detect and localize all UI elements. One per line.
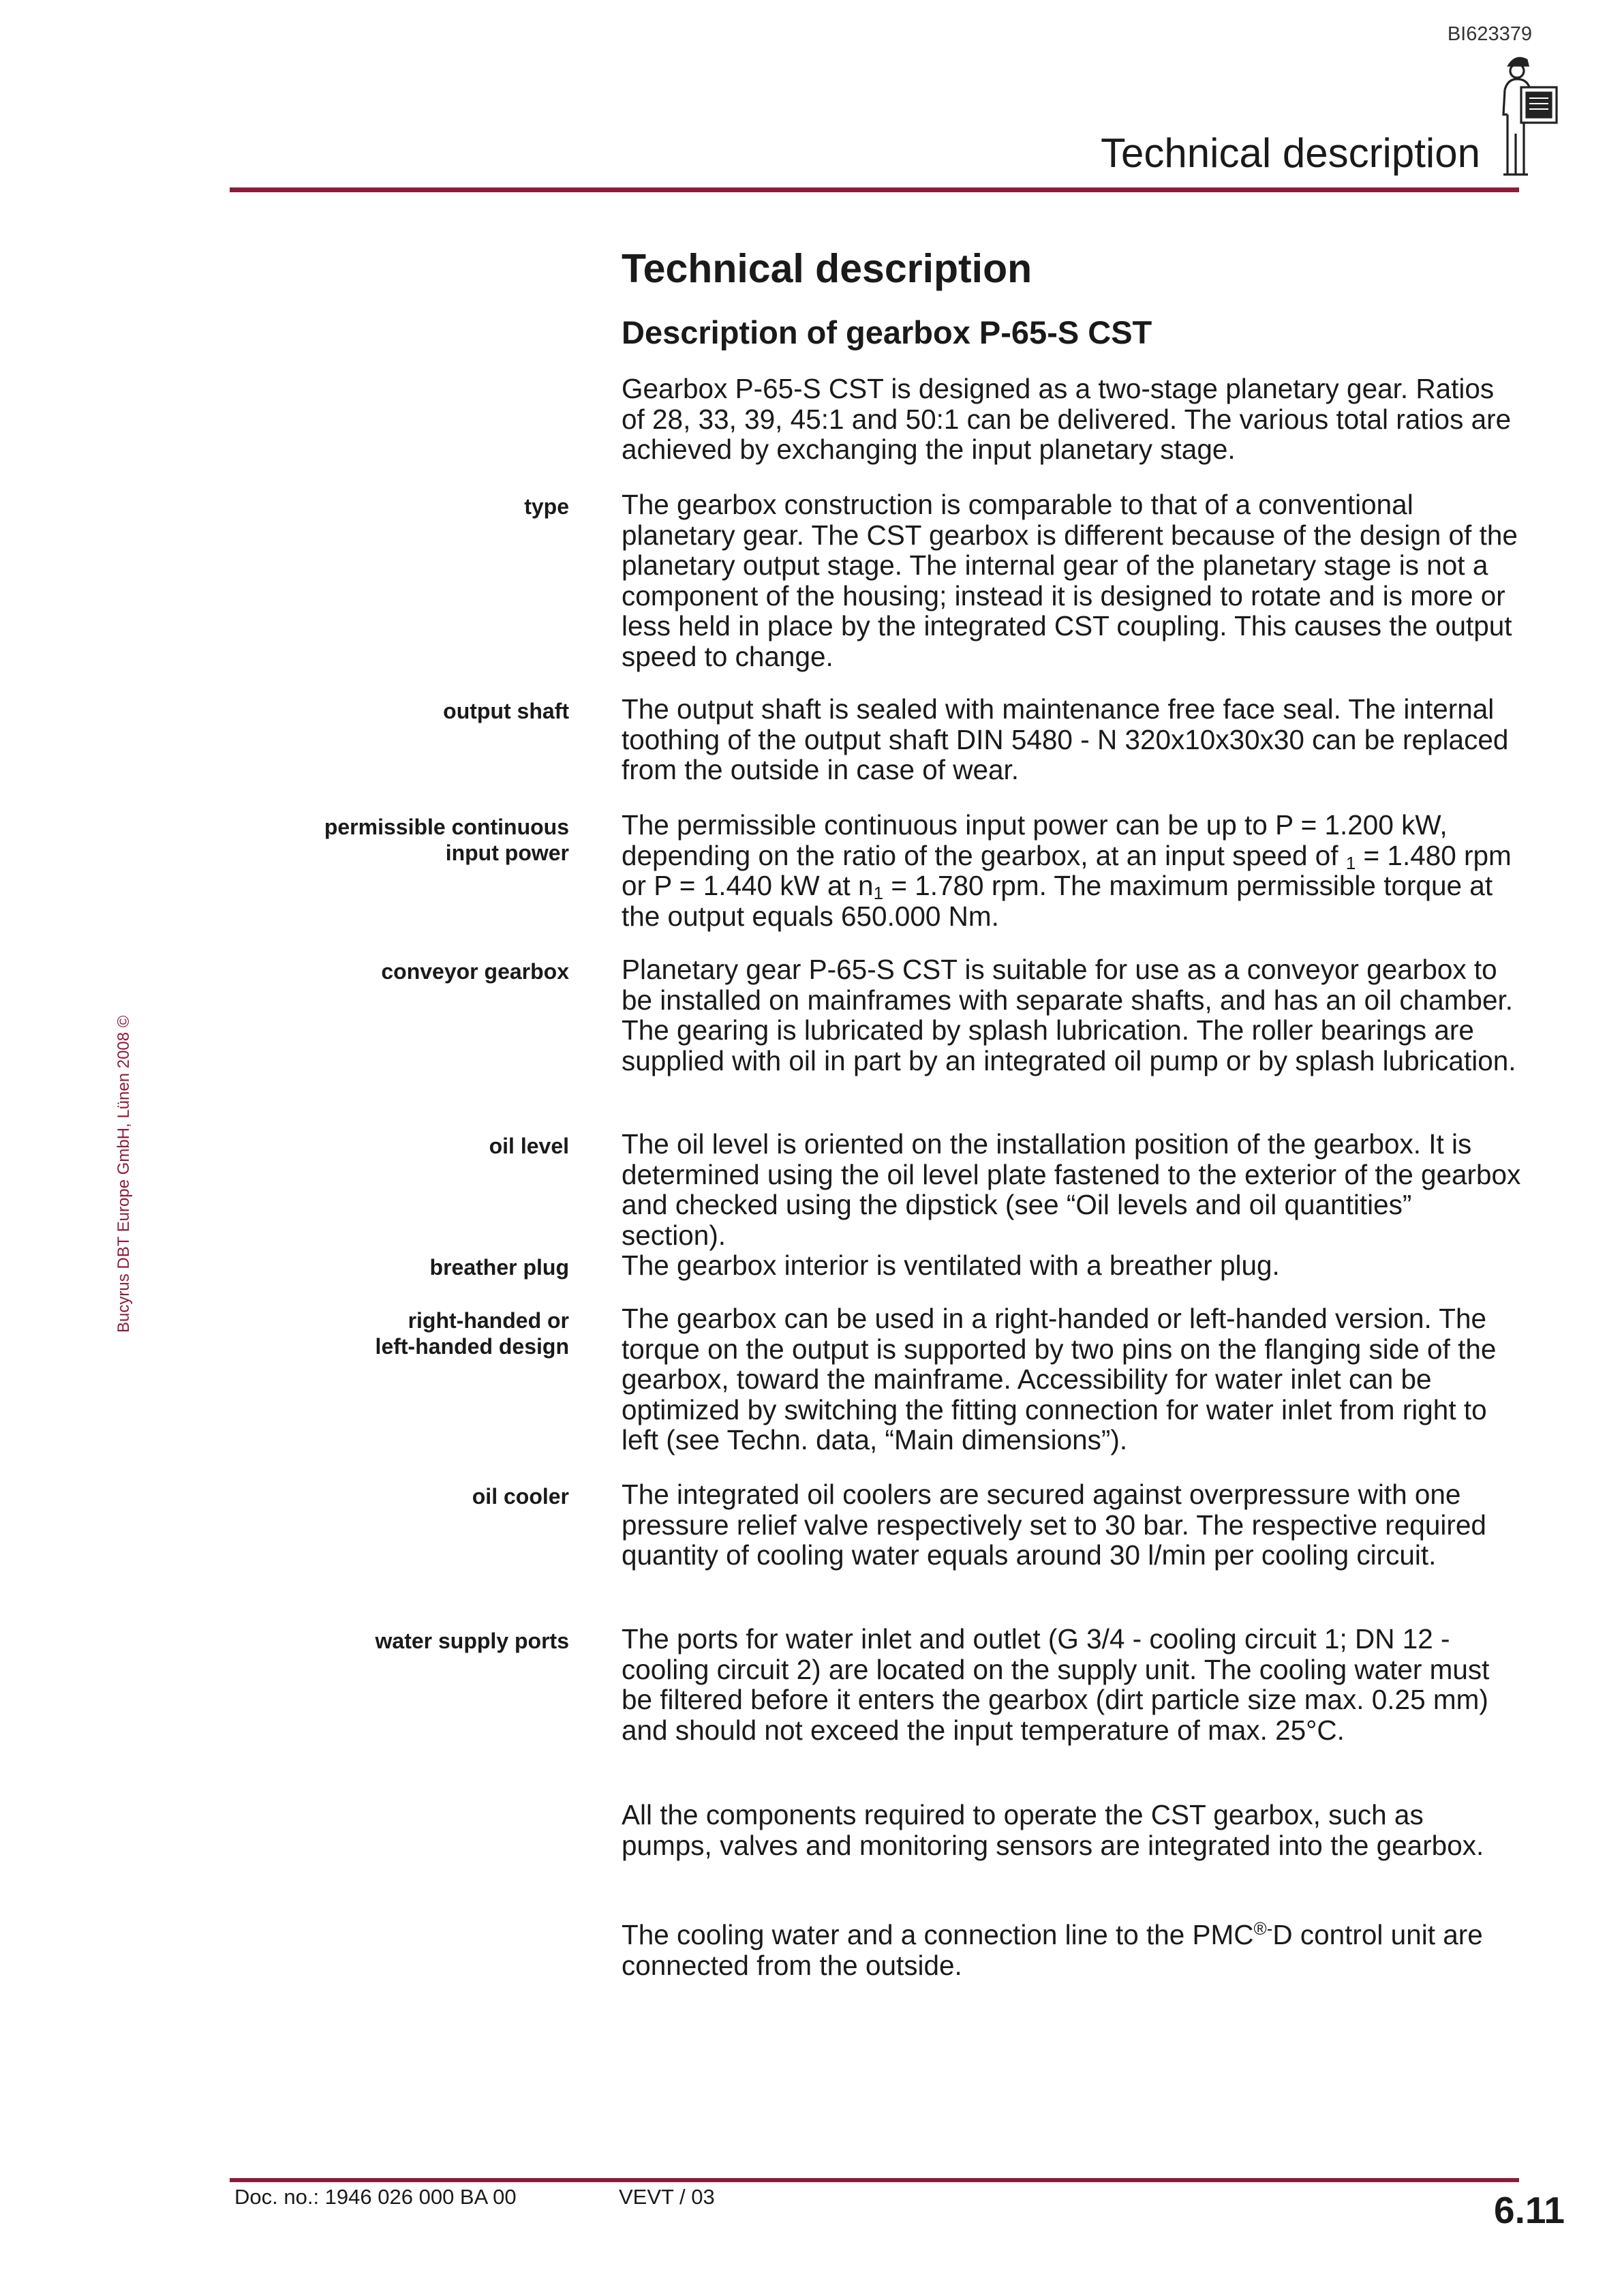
page-number: 6.11 xyxy=(1493,2189,1565,2231)
side-label-output-shaft: output shaft xyxy=(443,699,569,723)
registered-trademark-mark: ®- xyxy=(1253,1918,1273,1939)
input-power-text-a: The permissible continuous input power can be up to P = 1.200 kW, depending on the ratio of the gearbox, at an input speed of xyxy=(622,809,1448,871)
paragraph-components: All the components required to operate the CST gearbox, such as pumps, valves and monitoring sensors are integrated into the gearbox. xyxy=(622,1799,1484,1861)
footer-divider xyxy=(230,2178,1519,2182)
paragraph-output-shaft: The output shaft is sealed with maintenance free face seal. The internal toothing of the output shaft DIN 5480 - N 320x10x30x30 can be replaced from the outside in case of wear. xyxy=(622,693,1509,785)
paragraph-water-supply-ports: The ports for water inlet and outlet (G 3/4 - cooling circuit 1; DN 12 - cooling circuit 2) are located on the supply unit. The cooling water must be filtered before it enters the gearbox (dirt particle size max. 0.25 mm) and should not exceed the input temperature of max. 25°C. xyxy=(622,1623,1490,1746)
page-title: Technical description xyxy=(622,246,1032,291)
paragraph-input-power xyxy=(622,810,1521,931)
paragraph-type: The gearbox construction is comparable to that of a conventional planetary gear. The CST gearbox is different because of the design of the planetary output stage. The internal gear of the planetary stage is not a component of the housing; instead it is designed to rotate and is more or less held in place by the integrated CST coupling. This causes the output speed to change. xyxy=(622,489,1518,672)
side-label-breather-plug: breather plug xyxy=(429,1255,569,1280)
footer-document-number: Doc. no.: 1946 026 000 BA 00 xyxy=(234,2185,517,2209)
input-power-subscript-b: 1 xyxy=(873,883,884,903)
paragraph-design: The gearbox can be used in a right-handed or left-handed version. The torque on the output is supported by two pins on the flanging side of the gearbox, toward the mainframe. Accessibility for water inlet can be optimized by switching the fitting connection for water inlet from right to left (see Techn. data, “Main dimensions”). xyxy=(622,1303,1497,1455)
side-label-conveyor-gearbox: conveyor gearbox xyxy=(381,959,569,984)
technician-with-manual-icon xyxy=(1491,52,1562,181)
header-divider xyxy=(230,187,1519,192)
footer-version: VEVT / 03 xyxy=(619,2185,715,2209)
side-label-design-line2: left-handed design xyxy=(375,1334,569,1359)
input-power-text-b: = 1.480 rpm or P = 1.440 kW at n xyxy=(622,839,1512,901)
cooling-text-a: The cooling water and a connection line to the PMC xyxy=(622,1919,1254,1950)
side-label-input-power xyxy=(242,814,569,866)
side-label-type: type xyxy=(524,494,569,519)
input-power-text-c: = 1.780 rpm. The maximum permissible torque at the output equals 650.000 Nm. xyxy=(622,870,1493,932)
side-label-design xyxy=(242,1308,569,1359)
side-label-input-power-line1: permissible continuous xyxy=(324,815,569,839)
paragraph-conveyor-gearbox: Planetary gear P-65-S CST is suitable for use as a conveyor gearbox to be installed on mainframes with separate shafts, and has an oil chamber. The gearing is lubricated by splash lubrication. The roller bearings are supplied with oil in part by an integrated oil pump or by splash lubrication. xyxy=(622,954,1516,1076)
header-title: Technical description xyxy=(1101,130,1480,176)
side-label-input-power-line2: input power xyxy=(445,841,569,865)
section-subtitle: Description of gearbox P-65-S CST xyxy=(622,314,1152,350)
cooling-text-b: D control unit are connected from the outside. xyxy=(622,1919,1483,1981)
side-label-design-line1: right-handed or xyxy=(408,1308,569,1333)
side-label-oil-level: oil level xyxy=(489,1134,569,1158)
input-power-subscript-a: 1 xyxy=(1345,852,1356,873)
intro-paragraph: Gearbox P-65-S CST is designed as a two-stage planetary gear. Ratios of 28, 33, 39, 45:1 and 50:1 can be delivered. The various total ratios are achieved by exchanging the input planetary stage. xyxy=(622,373,1512,465)
copyright-notice: Bucyrus DBT Europe GmbH, Lünen 2008 © xyxy=(114,1015,133,1333)
paragraph-oil-cooler: The integrated oil coolers are secured against overpressure with one pressure relief valve respectively set to 30 bar. The respective required quantity of cooling water equals around 30 l/min per cooling circuit. xyxy=(622,1479,1486,1571)
side-label-water-supply-ports: water supply ports xyxy=(375,1629,569,1653)
paragraph-cooling-water xyxy=(622,1920,1521,1980)
side-label-oil-cooler: oil cooler xyxy=(472,1484,569,1509)
paragraph-breather-plug: The gearbox interior is ventilated with a breather plug. xyxy=(622,1250,1280,1281)
paragraph-oil-level: The oil level is oriented on the installation position of the gearbox. It is determined using the oil level plate fastened to the exterior of the gearbox and checked using the dipstick (see “Oil levels and oil quantities” section). xyxy=(622,1128,1521,1251)
document-id: BI623379 xyxy=(1447,23,1532,45)
